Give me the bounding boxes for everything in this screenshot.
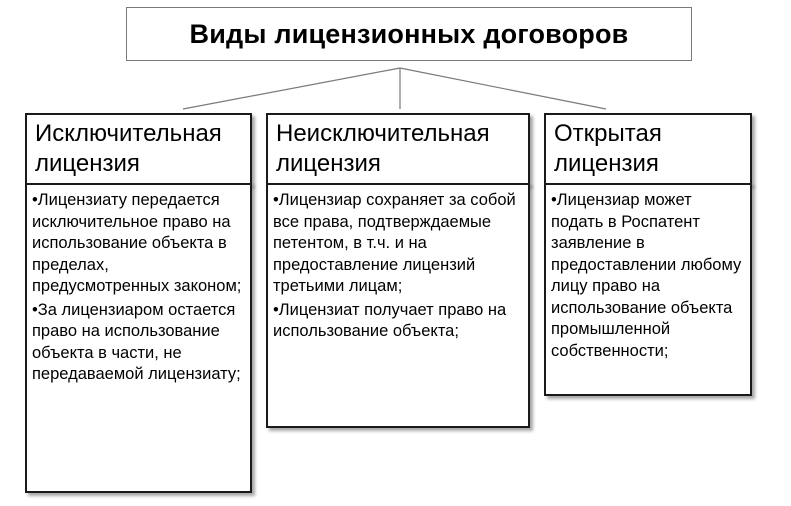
exclusive-license-point-2: •За лицензиаром остается право на использование объекта в части, не передаваемой лицензиату; [32, 300, 241, 383]
open-license-column [544, 113, 752, 360]
exclusive-license-point-1: •Лицензиату передается исключительное право на использование объекта в пределах, предусмотренных законом; [32, 191, 242, 295]
nonexclusive-license-point-1: •Лицензиар сохраняет за собой все права, подтверждаемые петентом, в т.ч. и на предоставление лицензий третьими лицам; [273, 191, 516, 295]
exclusive-license-heading-box [25, 113, 252, 185]
open-license-heading-line2: лицензия [554, 150, 659, 177]
open-license-heading-line1: Открытая [554, 120, 662, 147]
nonexclusive-license-description-box [266, 183, 530, 428]
nonexclusive-license-point-2: •Лицензиат получает право на использование объекта; [273, 300, 507, 340]
exclusive-license-column [25, 113, 252, 383]
diagram-title-box [126, 7, 692, 61]
connector-to-exclusive [183, 68, 400, 109]
nonexclusive-license-heading-line1: Неисключительная [276, 120, 490, 147]
diagram-title: Виды лицензионных договоров [189, 18, 629, 49]
open-license-point-1: •Лицензиар может подать в Роспатент заявление в предоставлении любому лицу право на использование объекта промышленной собственности; [551, 191, 742, 360]
open-license-description-box [544, 183, 752, 396]
connector-to-open [400, 68, 606, 109]
open-license-heading-box [544, 113, 752, 185]
nonexclusive-license-heading-box [266, 113, 530, 185]
exclusive-license-heading-line1: Исключительная [35, 120, 222, 147]
exclusive-license-heading-line2: лицензия [35, 150, 140, 177]
nonexclusive-license-column [266, 113, 530, 340]
nonexclusive-license-heading-line2: лицензия [276, 150, 381, 177]
exclusive-license-description-box [25, 183, 252, 493]
